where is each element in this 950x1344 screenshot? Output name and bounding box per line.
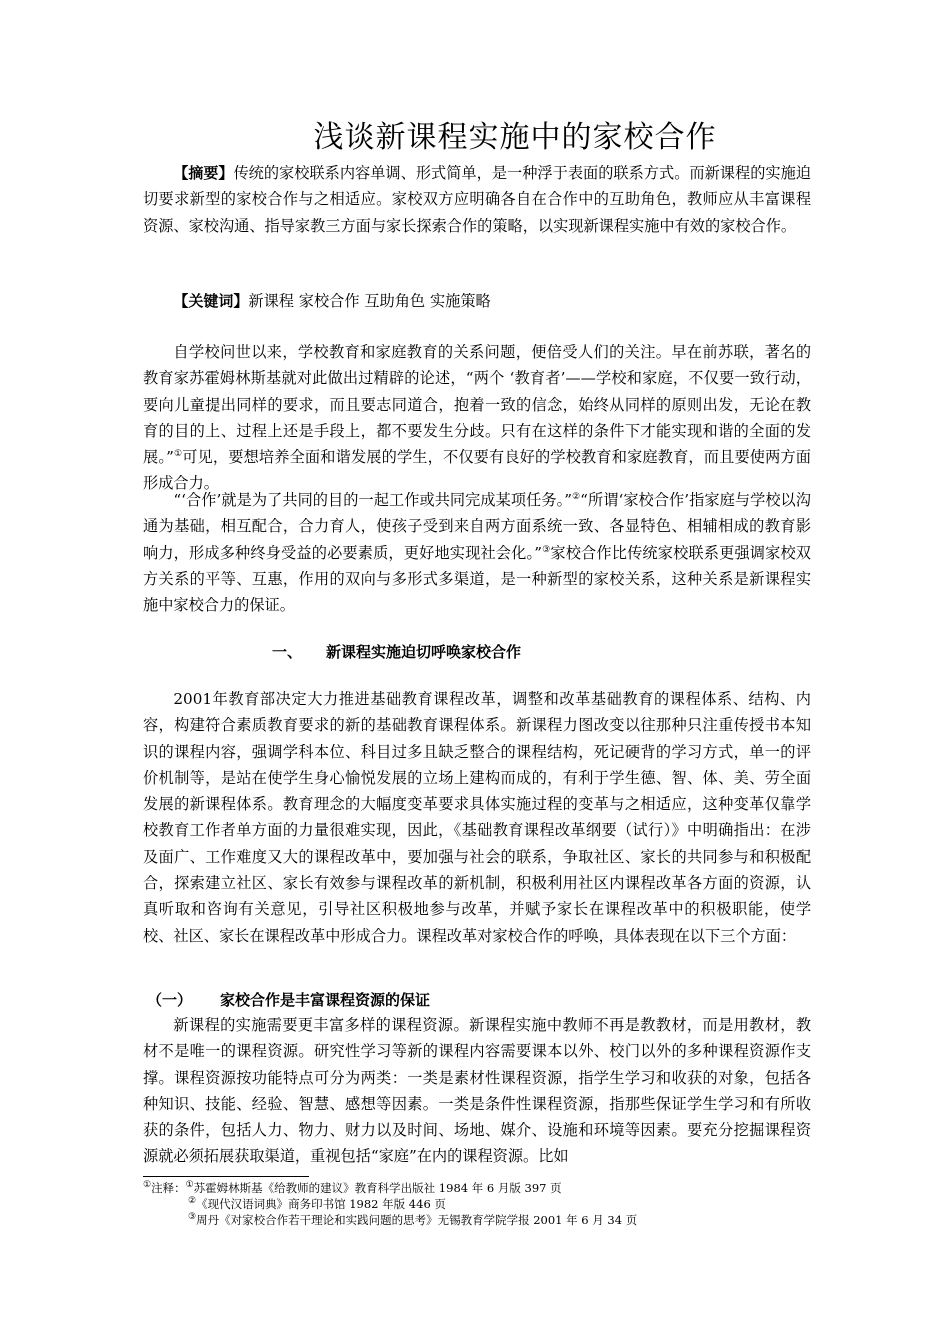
subsection-1-heading bbox=[147, 988, 430, 1012]
footnote-ref-1[interactable]: ① bbox=[173, 449, 183, 460]
section-1-text: 2001年教育部决定大力推进基础教育课程改革，调整和改革基础教育的课程体系、结构、内容，构建符合素质教育要求的新的基础教育课程体系。新课程力图改变以往那种只注重传授书本知识的课程内容，强调学科本位、科目过多且缺乏整合的课程结构，死记硬背的学习方式，单一的评价机制等，是站在使学生身心愉悦发展的立场上建构而成的，有利于学生德、智、体、美、劳全面发展的新课程体系。教育理念的大幅度变革要求具体实施过程的变革与之相适应，这种变革仅靠学校教育工作者单方面的力量很难实现，因此，《基础教育课程改革纲要（试行）》中明确指出：在涉及面广、工作难度又大的课程改革中，要加强与社会的联系，争取社区、家长的共同参与和积极配合，探索建立社区、家长有效参与课程改革的新机制，积极利用社区内课程改革各方面的资源，认真听取和咨询有关意见，引导社区积极地参与改革，并赋予家长在课程改革中的积极职能，使学校、社区、家长在课程改革中形成合力。课程改革对家校合作的呼唤，具体表现在以下三个方面： bbox=[143, 690, 811, 945]
section-1-heading bbox=[272, 640, 521, 664]
abstract-label: 【摘要】 bbox=[173, 164, 234, 182]
footnote-3 bbox=[188, 1212, 637, 1228]
section-1-number: 一、 bbox=[272, 643, 303, 661]
intro-p2-text: 家校合作比传统家校联系更强调家校双方关系的平等、互惠，作用的双向与多形式多渠道，是一种新型的家校关系，这种关系是新课程实施中家校合力的保证。 bbox=[143, 543, 811, 615]
intro-p1-tail: 可见，要想培养全面和谐发展的学生，不仅要有良好的学校教育和家庭教育，而且要使两方面形成合力。 bbox=[143, 448, 811, 493]
section-1-paragraph bbox=[143, 686, 811, 949]
footnote-1-mark: ① bbox=[143, 1180, 152, 1191]
abstract-text: 传统的家校联系内容单调、形式简单，是一种浮于表面的联系方式。而新课程的实施迫切要求新型的家校合作与之相适应。家校双方应明确各自在合作中的互助角色，教师应从丰富课程资源、家校沟通、指导家教三方面与家长探索合作的策略，以实现新课程实施中有效的家校合作。 bbox=[143, 164, 811, 235]
footnote-1-text: 苏霍姆林斯基《给教师的建议》教育科学出版社 1984 年 6 月版 397 页 bbox=[193, 1181, 562, 1195]
footnote-1 bbox=[143, 1180, 562, 1196]
subsection-1-paragraph bbox=[143, 1012, 811, 1170]
footnote-2-text: 《现代汉语词典》商务印书馆 1982 年版 446 页 bbox=[196, 1197, 446, 1211]
footnote-separator bbox=[143, 1176, 309, 1177]
intro-p1-text: 自学校问世以来，学校教育和家庭教育的关系问题，便倍受人们的关注。早在前苏联，著名的教育家苏霍姆林斯基就对此做出过精辟的论述，“两个 ‘教育者’——学校和家庭，不仅要一致行动，要向儿童提出同样的要求，而且要志同道合，抱着一致的信念，始终从同样的原则出发，无论在教育的目的上、过程上还是手段上，都不要发生分歧。只有在这样的条件下才能实现和谐的全面的发展。” bbox=[143, 343, 811, 467]
footnote-ref-3[interactable]: ③ bbox=[542, 544, 551, 555]
section-1-title: 新课程实施迫切呼唤家校合作 bbox=[326, 643, 522, 661]
keywords-paragraph bbox=[143, 288, 811, 314]
intro-p2-quote-a: “‘合作’就是为了共同的目的一起工作或共同完成某项任务。” bbox=[173, 491, 572, 509]
subsection-1-text: 新课程的实施需要更丰富多样的课程资源。新课程实施中教师不再是教教材，而是用教材，教材不是唯一的课程资源。研究性学习等新的课程内容需要课本以外、校门以外的多种课程资源作支撑。课程资源按功能特点可分为两类：一类是素材性课程资源，指学生学习和收获的对象，包括各种知识、技能、经验、智慧、感想等因素。一类是条件性课程资源，指那些保证学生学习和有所收获的条件，包括人力、物力、财力以及时间、场地、媒介、设施和环境等因素。要充分挖掘课程资源就必须拓展获取渠道，重视包括“家庭”在内的课程资源。比如 bbox=[143, 1016, 811, 1166]
intro-paragraph-1 bbox=[143, 339, 811, 497]
footnote-3-text: 周丹《对家校合作若干理论和实践问题的思考》无锡教育学院学报 2001 年 6 月 34 页 bbox=[196, 1213, 638, 1227]
keywords-text: 新课程 家校合作 互助角色 实施策略 bbox=[248, 292, 491, 310]
subsection-1-title: 家校合作是丰富课程资源的保证 bbox=[220, 991, 431, 1009]
footnote-label: 注释： bbox=[151, 1181, 186, 1195]
footnote-ref-2[interactable]: ② bbox=[571, 491, 581, 502]
intro-paragraph-2 bbox=[143, 487, 811, 618]
subsection-1-number: （一） bbox=[147, 991, 193, 1009]
footnote-1-inner-mark: ① bbox=[185, 1180, 194, 1191]
page-title: 浅谈新课程实施中的家校合作 bbox=[313, 120, 717, 155]
abstract-paragraph bbox=[143, 160, 811, 239]
footnote-2 bbox=[188, 1196, 446, 1212]
footnote-3-mark: ③ bbox=[188, 1212, 197, 1223]
keywords-label: 【关键词】 bbox=[173, 292, 249, 310]
footnote-2-mark: ② bbox=[188, 1196, 197, 1207]
intro-p2-quote-b: “所谓‘家校合作’指家庭与学校以沟通为基础，相互配合，合力育人，使孩子受到来自两方面系统一致、各显特色、相辅相成的教育影响力，形成多种终身受益的必要素质，更好地实现社会化。” bbox=[143, 491, 811, 562]
